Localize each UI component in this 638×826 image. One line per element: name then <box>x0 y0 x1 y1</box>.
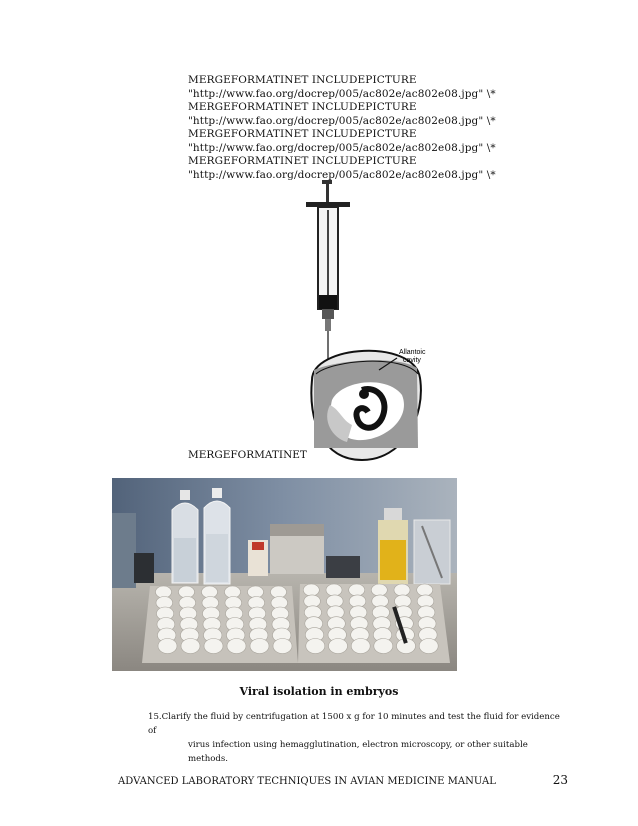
page-number: 23 <box>552 773 568 787</box>
figure-caption: Viral isolation in embryos <box>239 685 399 698</box>
egg <box>394 584 410 596</box>
egg <box>179 586 195 598</box>
egg <box>227 639 246 654</box>
procedure-step <box>148 710 568 766</box>
egg <box>306 639 325 654</box>
egg <box>181 639 200 654</box>
egg <box>156 586 172 598</box>
syringe-icon <box>306 180 350 376</box>
step-number: 15. <box>148 712 162 722</box>
egg <box>250 639 269 654</box>
mergefield-line: "http://www.fao.org/docrep/005/ac802e/ac802e08.jpg" \* <box>188 114 496 127</box>
mergefield-line: "http://www.fao.org/docrep/005/ac802e/ac802e08.jpg" \* <box>188 141 496 154</box>
egg <box>202 586 218 598</box>
step-text-line2: virus infection using hemagglutination, electron microscopy, or other suitable methods. <box>188 740 528 764</box>
egg <box>303 584 319 596</box>
mergefield-line: "http://www.fao.org/docrep/005/ac802e/ac802e08.jpg" \* <box>188 87 496 100</box>
mergefield-line: MERGEFORMATINET INCLUDEPICTURE <box>188 155 417 167</box>
egg <box>349 584 365 596</box>
syringe-egg-diagram <box>302 180 428 462</box>
egg <box>248 586 264 598</box>
mergefield-line: "http://www.fao.org/docrep/005/ac802e/ac802e08.jpg" \* <box>188 168 496 181</box>
egg <box>204 639 223 654</box>
step-text-line1: Clarify the fluid by centrifugation at 1500 x g for 10 minutes and test the fluid for evidence of <box>148 712 560 736</box>
egg <box>326 584 342 596</box>
egg <box>374 639 393 654</box>
egg <box>158 639 177 654</box>
egg <box>273 639 292 654</box>
label-cavity: cavity <box>403 357 421 364</box>
egg <box>271 586 287 598</box>
mergefield-line: MERGEFORMATINET INCLUDEPICTURE <box>188 74 417 86</box>
egg-icon <box>311 351 421 460</box>
egg <box>351 639 370 654</box>
label-allantoic: Allantoic <box>399 349 426 356</box>
footer-title: ADVANCED LABORATORY TECHNIQUES IN AVIAN MEDICINE MANUAL <box>118 776 496 787</box>
lab-photo <box>112 478 457 671</box>
egg <box>225 586 241 598</box>
page-footer <box>118 773 568 787</box>
tip-rack <box>326 556 360 578</box>
egg <box>417 584 433 596</box>
jug-left <box>112 513 136 588</box>
egg <box>371 584 387 596</box>
mergefield-block <box>188 74 496 182</box>
egg <box>329 639 348 654</box>
beaker <box>414 520 450 584</box>
mergefield-trailing: MERGEFORMATINET <box>188 449 307 461</box>
mergefield-line: MERGEFORMATINET INCLUDEPICTURE <box>188 128 417 140</box>
egg <box>419 639 438 654</box>
mergefield-line: MERGEFORMATINET INCLUDEPICTURE <box>188 101 417 113</box>
